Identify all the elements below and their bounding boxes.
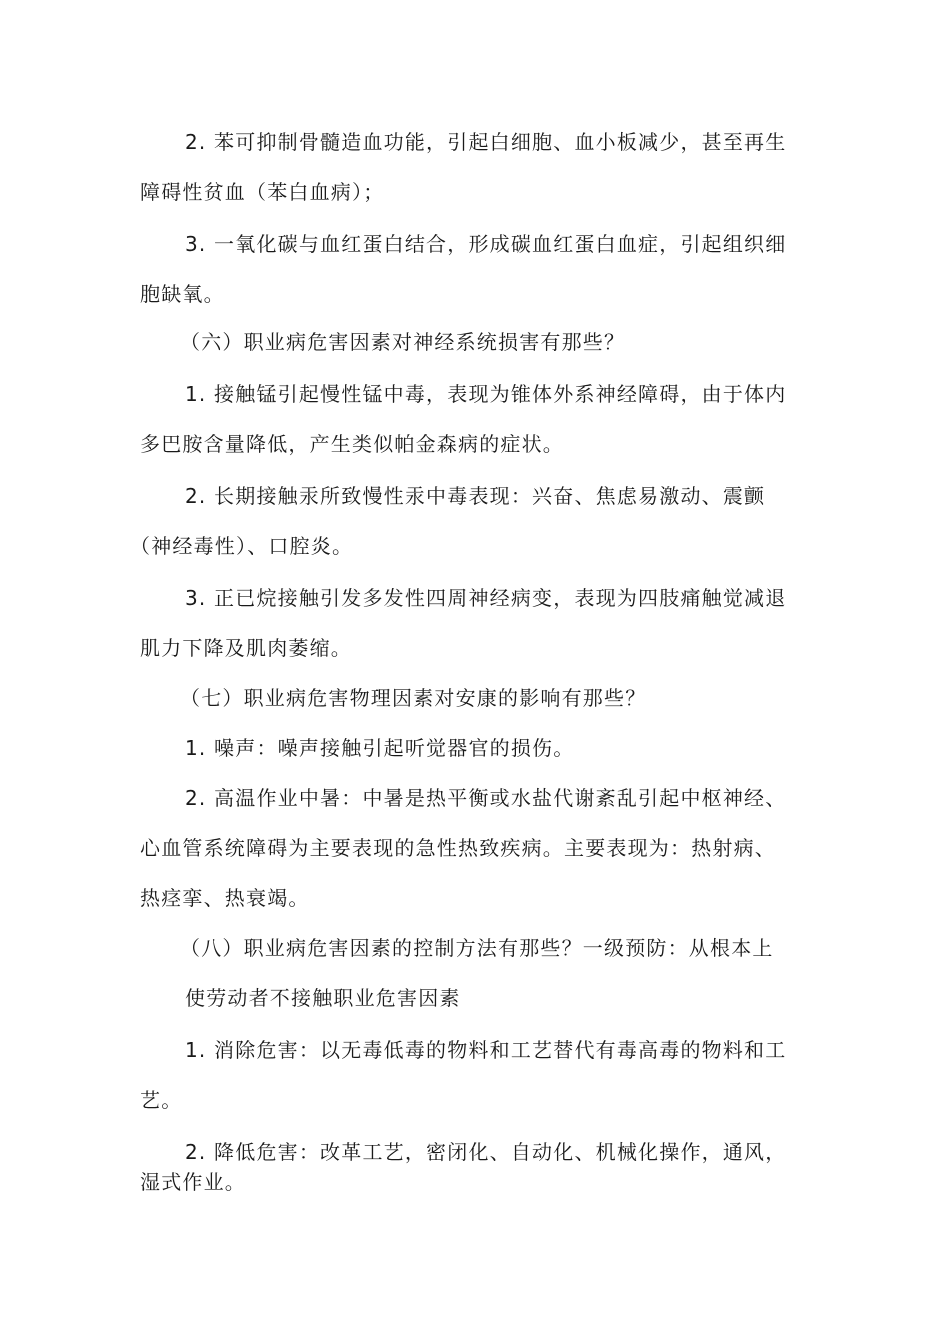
reduce-item-line-1: 2. 降低危害：改革工艺，密闭化、自动化、机械化操作，通风，	[185, 1140, 787, 1164]
manganese-item-line-2: 多巴胺含量降低，产生类似帕金森病的症状。	[140, 432, 564, 456]
manganese-item-line-1: 1. 接触锰引起慢性锰中毒，表现为锥体外系神经障碍，由于体内	[185, 382, 787, 406]
eliminate-item-line-2: 艺。	[140, 1088, 183, 1112]
heat-item-line-2: 心血管系统障碍为主要表现的急性热致疾病。主要表现为：热射病、	[140, 836, 776, 860]
hexane-item-line-2: 肌力下降及肌肉萎缩。	[140, 636, 352, 660]
benzene-item-line-2: 障碍性贫血（苯白血病）；	[140, 180, 385, 204]
heat-item-line-1: 2. 高温作业中暑：中暑是热平衡或水盐代谢紊乱引起中枢神经、	[185, 786, 787, 810]
eliminate-item-line-1: 1. 消除危害：以无毒低毒的物料和工艺替代有毒高毒的物料和工	[185, 1038, 787, 1062]
mercury-item-line-1: 2. 长期接触汞所致慢性汞中毒表现：兴奋、焦虑易激动、震颤	[185, 484, 766, 508]
noise-item: 1. 噪声：噪声接触引起听觉器官的损伤。	[185, 736, 575, 760]
section-7-heading: （七）职业病危害物理因素对安康的影响有那些？	[180, 686, 647, 710]
hexane-item-line-1: 3. 正已烷接触引发多发性四周神经病变，表现为四肢痛触觉减退	[185, 586, 787, 610]
benzene-item-line-1: 2. 苯可抑制骨髓造血功能，引起白细胞、血小板减少，甚至再生	[185, 130, 787, 154]
co-item-line-2: 胞缺氧。	[140, 282, 225, 306]
section-8-heading-line-2: 使劳动者不接触职业危害因素	[185, 986, 461, 1010]
section-8-heading-line-1: （八）职业病危害因素的控制方法有那些？一级预防：从根本上	[180, 936, 774, 960]
section-6-heading: （六）职业病危害因素对神经系统损害有那些？	[180, 330, 626, 354]
mercury-item-line-2: （神经毒性）、口腔炎。	[130, 534, 354, 558]
co-item-line-1: 3. 一氧化碳与血红蛋白结合，形成碳血红蛋白血症，引起组织细	[185, 232, 787, 256]
heat-item-line-3: 热痉挛、热衰竭。	[140, 886, 310, 910]
reduce-item-line-2: 湿式作业。	[140, 1170, 246, 1194]
